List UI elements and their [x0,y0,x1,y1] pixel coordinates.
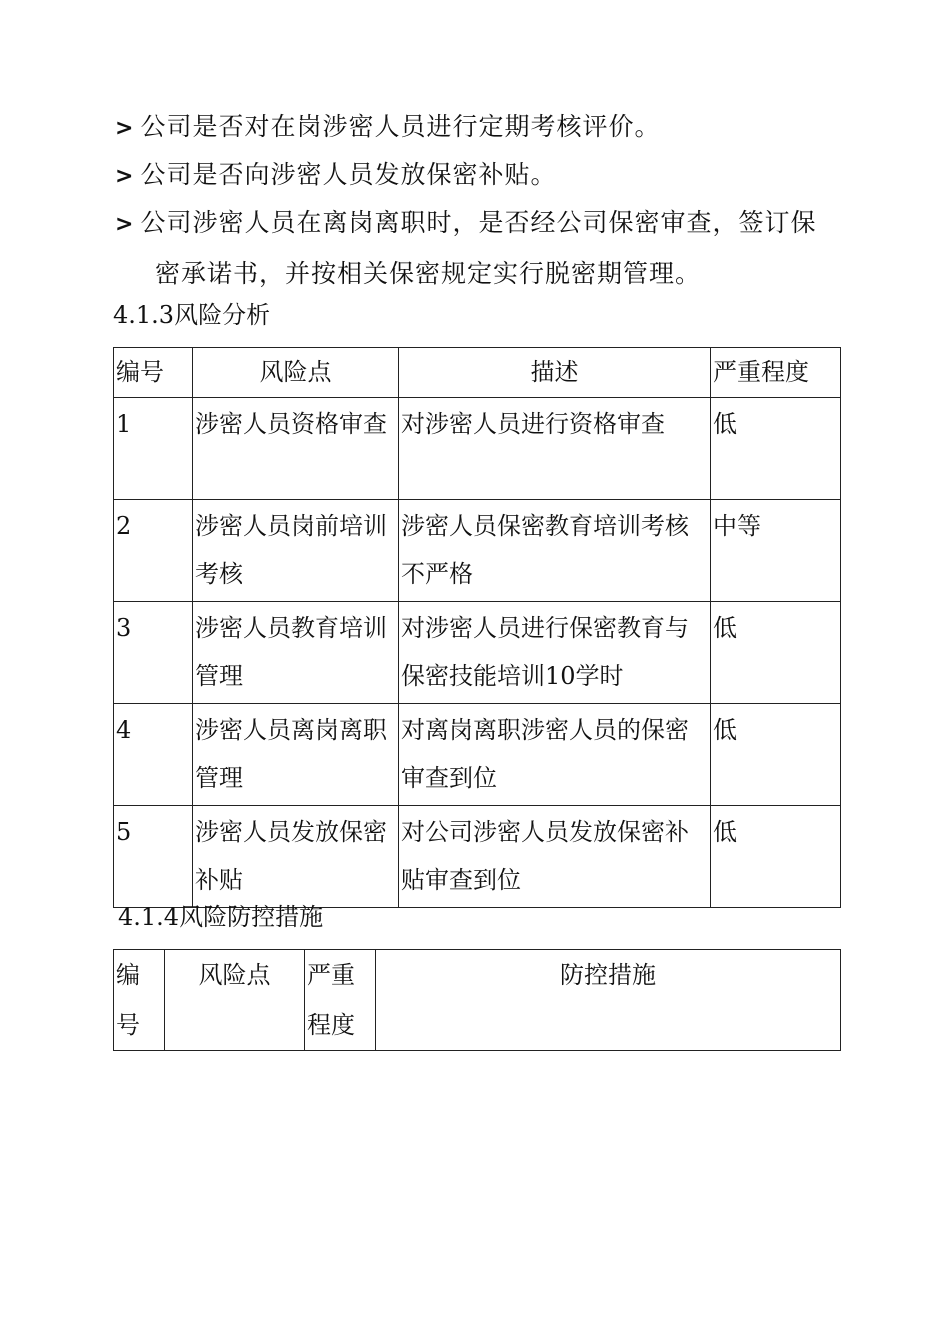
cell-number: 1 [114,398,193,500]
cell-severity: 中等 [711,500,841,602]
cell-description: 对涉密人员进行资格审查 [399,398,711,500]
risk-analysis-table [113,347,841,908]
header-cell-severity: 严重程度 [711,348,841,398]
table-row [114,602,841,704]
cell-risk-point: 涉密人员离岗离职管理 [193,704,399,806]
bullet-arrow-icon: > [115,212,135,237]
table-row [114,704,841,806]
header-cell-risk-point: 风险点 [193,348,399,398]
header-cell-description: 描述 [399,348,711,398]
cell-number: 4 [114,704,193,806]
cell-risk-point: 涉密人员发放保密补贴 [193,806,399,908]
section-heading-4-1-3: 4.1.3风险分析 [113,301,271,329]
bullet-item-2 [115,160,556,192]
table-row [114,806,841,908]
header-cell-number: 编号 [114,950,165,1051]
table-header-row [114,348,841,398]
bullet-item-1 [115,112,660,144]
table-row [114,500,841,602]
table-header-row [114,950,841,1051]
cell-description: 涉密人员保密教育培训考核不严格 [399,500,711,602]
cell-description: 对公司涉密人员发放保密补贴审查到位 [399,806,711,908]
bullet-item-3-continuation: 密承诺书，并按相关保密规定实行脱密期管理。 [155,259,702,288]
table-row [114,398,841,500]
cell-severity: 低 [711,602,841,704]
cell-number: 2 [114,500,193,602]
bullet-text: 公司是否对在岗涉密人员进行定期考核评价。 [140,112,661,141]
cell-severity: 低 [711,704,841,806]
cell-risk-point: 涉密人员教育培训管理 [193,602,399,704]
cell-number: 5 [114,806,193,908]
bullet-text: 公司涉密人员在离岗离职时，是否经公司保密审查，签订保 [140,208,817,237]
bullet-arrow-icon: > [115,164,135,189]
risk-control-table [113,949,841,1051]
cell-severity: 低 [711,398,841,500]
cell-number: 3 [114,602,193,704]
cell-description: 对涉密人员进行保密教育与保密技能培训10学时 [399,602,711,704]
header-cell-risk-point: 风险点 [165,950,305,1051]
header-cell-control-measures: 防控措施 [376,950,841,1051]
cell-risk-point: 涉密人员岗前培训考核 [193,500,399,602]
bullet-arrow-icon: > [115,116,135,141]
bullet-text: 公司是否向涉密人员发放保密补贴。 [140,160,557,189]
header-cell-number: 编号 [114,348,193,398]
cell-severity: 低 [711,806,841,908]
cell-description: 对离岗离职涉密人员的保密审查到位 [399,704,711,806]
section-heading-4-1-4: 4.1.4风险防控措施 [118,903,324,931]
header-cell-severity: 严重程度 [305,950,376,1051]
cell-risk-point: 涉密人员资格审查 [193,398,399,500]
bullet-item-3 [115,208,816,240]
